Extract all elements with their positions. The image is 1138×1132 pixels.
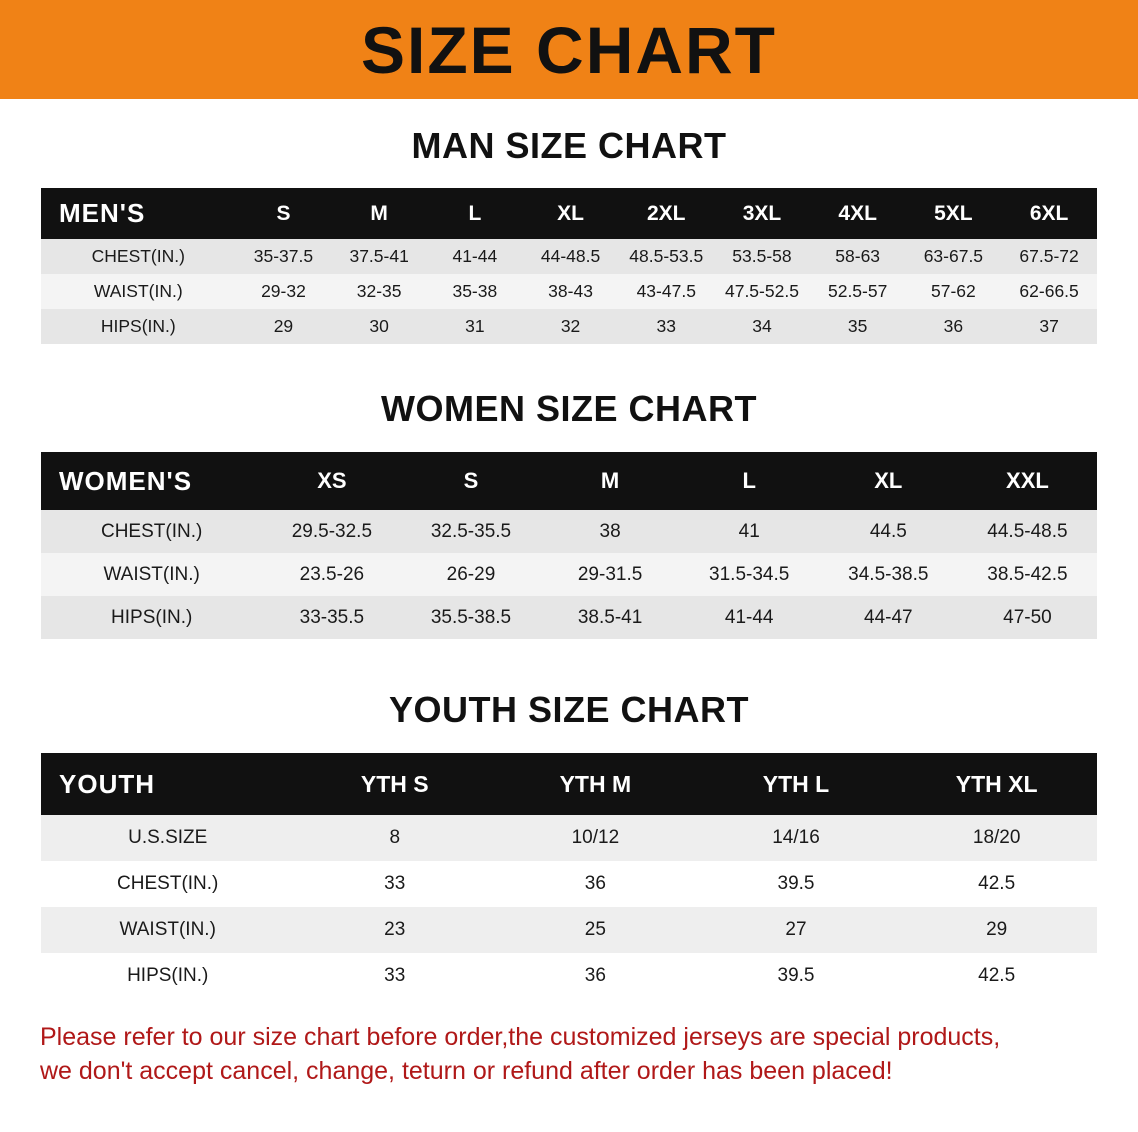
row-header: WAIST(IN.) bbox=[119, 919, 216, 940]
table-cell: 37 bbox=[1039, 316, 1059, 336]
table-row bbox=[41, 510, 1097, 553]
table-cell: 42.5 bbox=[978, 873, 1016, 894]
column-header: 3XL bbox=[714, 188, 810, 239]
column-header: XXL bbox=[958, 452, 1097, 510]
table-header-row bbox=[41, 452, 1097, 510]
table-cell: 14/16 bbox=[772, 827, 820, 848]
man-table-body bbox=[41, 239, 1097, 344]
column-header: WOMEN'S bbox=[41, 452, 262, 510]
table-cell: 52.5-57 bbox=[827, 281, 888, 301]
table-cell: 58-63 bbox=[835, 246, 881, 266]
table-cell: 47-50 bbox=[1003, 606, 1052, 628]
table-cell: 26-29 bbox=[446, 563, 496, 585]
table-cell: 39.5 bbox=[777, 873, 815, 894]
table-cell: 27 bbox=[785, 919, 807, 940]
table-cell: 62-66.5 bbox=[1019, 281, 1079, 301]
man-table-wrapper bbox=[41, 188, 1097, 344]
column-header: YOUTH bbox=[41, 753, 294, 815]
column-header: YTH L bbox=[696, 753, 897, 815]
row-header: WAIST(IN.) bbox=[103, 563, 200, 585]
row-header: WAIST(IN.) bbox=[93, 281, 183, 301]
table-cell: 42.5 bbox=[978, 965, 1016, 986]
table-cell: 53.5-58 bbox=[732, 246, 792, 266]
table-cell: 33 bbox=[656, 316, 676, 336]
table-cell: 33 bbox=[384, 873, 406, 894]
table-cell: 32 bbox=[560, 316, 581, 336]
women-section-title: WOMEN SIZE CHART bbox=[381, 388, 757, 429]
table-header-row bbox=[41, 188, 1097, 239]
table-cell: 30 bbox=[369, 316, 389, 336]
table-cell: 18/20 bbox=[972, 827, 1021, 848]
table-cell: 41-44 bbox=[452, 246, 498, 266]
column-header: YTH S bbox=[294, 753, 495, 815]
women-size-table bbox=[41, 452, 1097, 639]
women-table-body bbox=[41, 510, 1097, 639]
table-cell: 31.5-34.5 bbox=[709, 563, 790, 585]
table-cell: 44-47 bbox=[864, 606, 913, 628]
table-cell: 38 bbox=[599, 520, 621, 542]
page-title: SIZE CHART bbox=[361, 12, 777, 87]
disclaimer-line-2: we don't accept cancel, change, teturn or refund after order has been placed! bbox=[40, 1056, 893, 1085]
table-cell: 38-43 bbox=[548, 281, 593, 301]
women-table-wrapper bbox=[41, 452, 1097, 639]
table-cell: 47.5-52.5 bbox=[724, 281, 799, 301]
table-cell: 44.5-48.5 bbox=[987, 520, 1068, 542]
table-cell: 29-32 bbox=[261, 281, 306, 301]
row-header: U.S.SIZE bbox=[128, 827, 208, 848]
table-cell: 31 bbox=[465, 316, 485, 336]
table-cell: 32.5-35.5 bbox=[430, 520, 512, 542]
table-row bbox=[41, 907, 1097, 953]
table-cell: 32-35 bbox=[356, 281, 402, 301]
table-cell: 63-67.5 bbox=[923, 246, 984, 266]
column-header: 2XL bbox=[618, 188, 714, 239]
row-header: HIPS(IN.) bbox=[127, 965, 209, 986]
column-header: YTH M bbox=[495, 753, 696, 815]
table-row bbox=[41, 596, 1097, 639]
column-header: M bbox=[541, 452, 680, 510]
table-cell: 29 bbox=[986, 919, 1008, 940]
man-size-table bbox=[41, 188, 1097, 344]
table-cell: 38.5-41 bbox=[577, 606, 643, 628]
table-cell: 36 bbox=[584, 965, 606, 986]
table-cell: 41-44 bbox=[724, 606, 774, 628]
row-header: HIPS(IN.) bbox=[100, 316, 176, 336]
column-header: S bbox=[236, 188, 332, 239]
table-cell: 8 bbox=[389, 827, 401, 848]
table-cell: 35.5-38.5 bbox=[430, 606, 512, 628]
man-table-header bbox=[41, 188, 1097, 239]
row-header: CHEST(IN.) bbox=[117, 873, 219, 894]
row-header: HIPS(IN.) bbox=[111, 606, 193, 628]
table-cell: 36 bbox=[584, 873, 606, 894]
table-header-row bbox=[41, 753, 1097, 815]
table-cell: 35-37.5 bbox=[253, 246, 314, 266]
table-cell: 43-47.5 bbox=[636, 281, 696, 301]
youth-section-title: YOUTH SIZE CHART bbox=[388, 689, 749, 730]
youth-table-header bbox=[41, 753, 1097, 815]
table-row bbox=[41, 815, 1097, 861]
table-row bbox=[41, 239, 1097, 274]
disclaimer-line-1: Please refer to our size chart before order,the customized jerseys are special products, bbox=[40, 1023, 1001, 1051]
column-header: XL bbox=[523, 188, 619, 239]
column-header: L bbox=[427, 188, 523, 239]
youth-size-table bbox=[41, 753, 1097, 999]
table-row bbox=[41, 309, 1097, 344]
table-cell: 33 bbox=[384, 965, 406, 986]
column-header: MEN'S bbox=[41, 188, 236, 239]
table-cell: 10/12 bbox=[571, 827, 620, 848]
table-cell: 23 bbox=[384, 919, 406, 940]
header-banner bbox=[0, 0, 1138, 99]
youth-table-wrapper bbox=[41, 753, 1097, 999]
table-row bbox=[41, 861, 1097, 907]
column-header: L bbox=[680, 452, 819, 510]
youth-table-body bbox=[41, 815, 1097, 999]
table-cell: 41 bbox=[738, 520, 760, 542]
table-row bbox=[41, 553, 1097, 596]
column-header: YTH XL bbox=[896, 753, 1097, 815]
column-header: M bbox=[331, 188, 427, 239]
table-cell: 35 bbox=[847, 316, 868, 336]
table-cell: 29-31.5 bbox=[577, 563, 643, 585]
column-header: XL bbox=[819, 452, 958, 510]
table-cell: 29.5-32.5 bbox=[291, 520, 373, 542]
table-cell: 44-48.5 bbox=[540, 246, 601, 266]
table-cell: 23.5-26 bbox=[299, 563, 365, 585]
table-cell: 29 bbox=[273, 316, 294, 336]
table-cell: 34 bbox=[752, 316, 772, 336]
table-row bbox=[41, 274, 1097, 309]
table-cell: 44.5 bbox=[869, 520, 907, 542]
table-cell: 25 bbox=[584, 919, 606, 940]
table-cell: 34.5-38.5 bbox=[848, 563, 929, 585]
column-header: S bbox=[401, 452, 540, 510]
table-cell: 67.5-72 bbox=[1019, 246, 1079, 266]
man-section-title: MAN SIZE CHART bbox=[411, 125, 727, 166]
table-row bbox=[41, 953, 1097, 999]
disclaimer-note bbox=[34, 1021, 1104, 1089]
table-cell: 33-35.5 bbox=[299, 606, 365, 628]
row-header: CHEST(IN.) bbox=[100, 520, 203, 542]
table-cell: 57-62 bbox=[930, 281, 976, 301]
table-cell: 35-38 bbox=[452, 281, 498, 301]
table-cell: 36 bbox=[943, 316, 964, 336]
column-header: 4XL bbox=[810, 188, 906, 239]
column-header: 6XL bbox=[1001, 188, 1097, 239]
women-table-header bbox=[41, 452, 1097, 510]
table-cell: 38.5-42.5 bbox=[987, 563, 1068, 585]
column-header: XS bbox=[262, 452, 401, 510]
column-header: 5XL bbox=[906, 188, 1002, 239]
row-header: CHEST(IN.) bbox=[91, 246, 185, 266]
table-cell: 39.5 bbox=[777, 965, 815, 986]
table-cell: 37.5-41 bbox=[349, 246, 409, 266]
table-cell: 48.5-53.5 bbox=[629, 246, 704, 266]
